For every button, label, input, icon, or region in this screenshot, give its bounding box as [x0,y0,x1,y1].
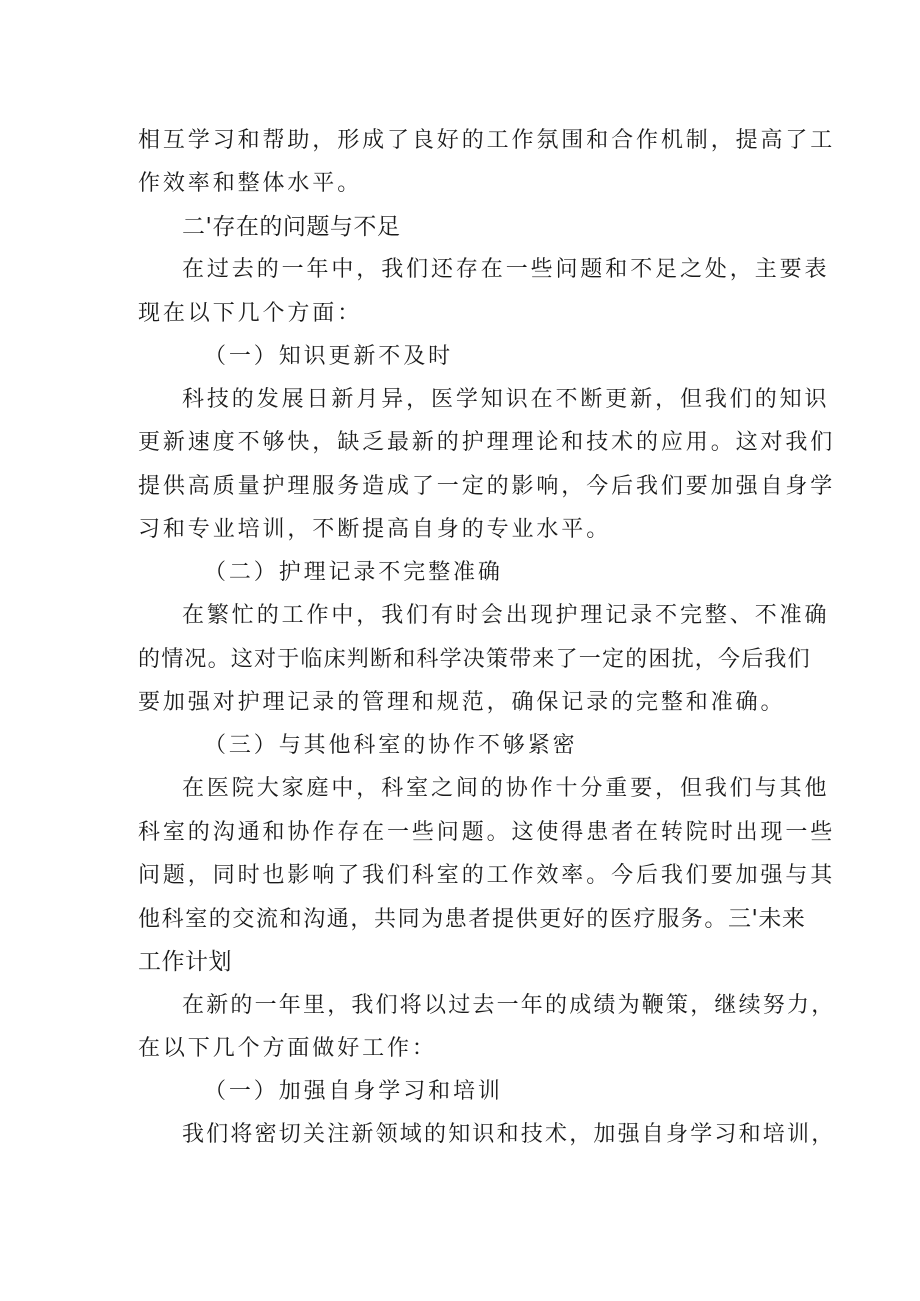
paragraph-line: 的情况。这对于临床判断和科学决策带来了一定的困扰，今后我们 [138,647,811,672]
paragraph-line: 在新的一年里，我们将以过去一年的成绩为鞭策，继续努力， [182,993,836,1018]
paragraph-line: 提供高质量护理服务造成了一定的影响，今后我们要加强自身学 [138,474,836,499]
paragraph-line: 在繁忙的工作中，我们有时会出现护理记录不完整、不准确 [182,603,830,628]
subheading-nursing-records: （二）护理记录不完整准确 [204,560,503,585]
paragraph-line: 科室的沟通和协作存在一些问题。这使得患者在转院时出现一些 [138,820,836,845]
paragraph-text: 他科室的交流和沟通，共同为患者提供更好的医疗服务。 [138,907,729,932]
paragraph-line: 现在以下几个方面： [138,301,363,326]
paragraph-line: 作效率和整体水平。 [138,171,363,196]
section-heading-future-plan-start: 三'未来 [728,906,806,932]
paragraph-line: 在以下几个方面做好工作： [138,1036,437,1061]
paragraph-line: 相互学习和帮助，形成了良好的工作氛围和合作机制，提高了工 [138,128,836,153]
paragraph-line: 习和专业培训，不断提高自身的专业水平。 [138,517,612,542]
paragraph-line-with-heading [138,904,805,935]
paragraph-line: 科技的发展日新月异，医学知识在不断更新，但我们的知识 [182,387,830,412]
section-heading-problems: 二'存在的问题与不足 [182,214,401,240]
section-heading-future-plan-end: 工作计划 [138,949,232,975]
paragraph-line: 要加强对护理记录的管理和规范，确保记录的完整和准确。 [138,690,786,715]
paragraph-line: 问题，同时也影响了我们科室的工作效率。今后我们要加强与其 [138,863,836,888]
subheading-self-learning: （一）加强自身学习和培训 [204,1079,503,1104]
paragraph-line: 在过去的一年中，我们还存在一些问题和不足之处，主要表 [182,257,830,282]
subheading-department-collaboration: （三）与其他科室的协作不够紧密 [204,733,578,758]
paragraph-line: 在医院大家庭中，科室之间的协作十分重要，但我们与其他 [182,776,830,801]
subheading-knowledge-update: （一）知识更新不及时 [204,344,454,369]
paragraph-line: 更新速度不够快，缺乏最新的护理理论和技术的应用。这对我们 [138,430,836,455]
paragraph-line: 我们将密切关注新领域的知识和技术，加强自身学习和培训， [182,1122,836,1147]
